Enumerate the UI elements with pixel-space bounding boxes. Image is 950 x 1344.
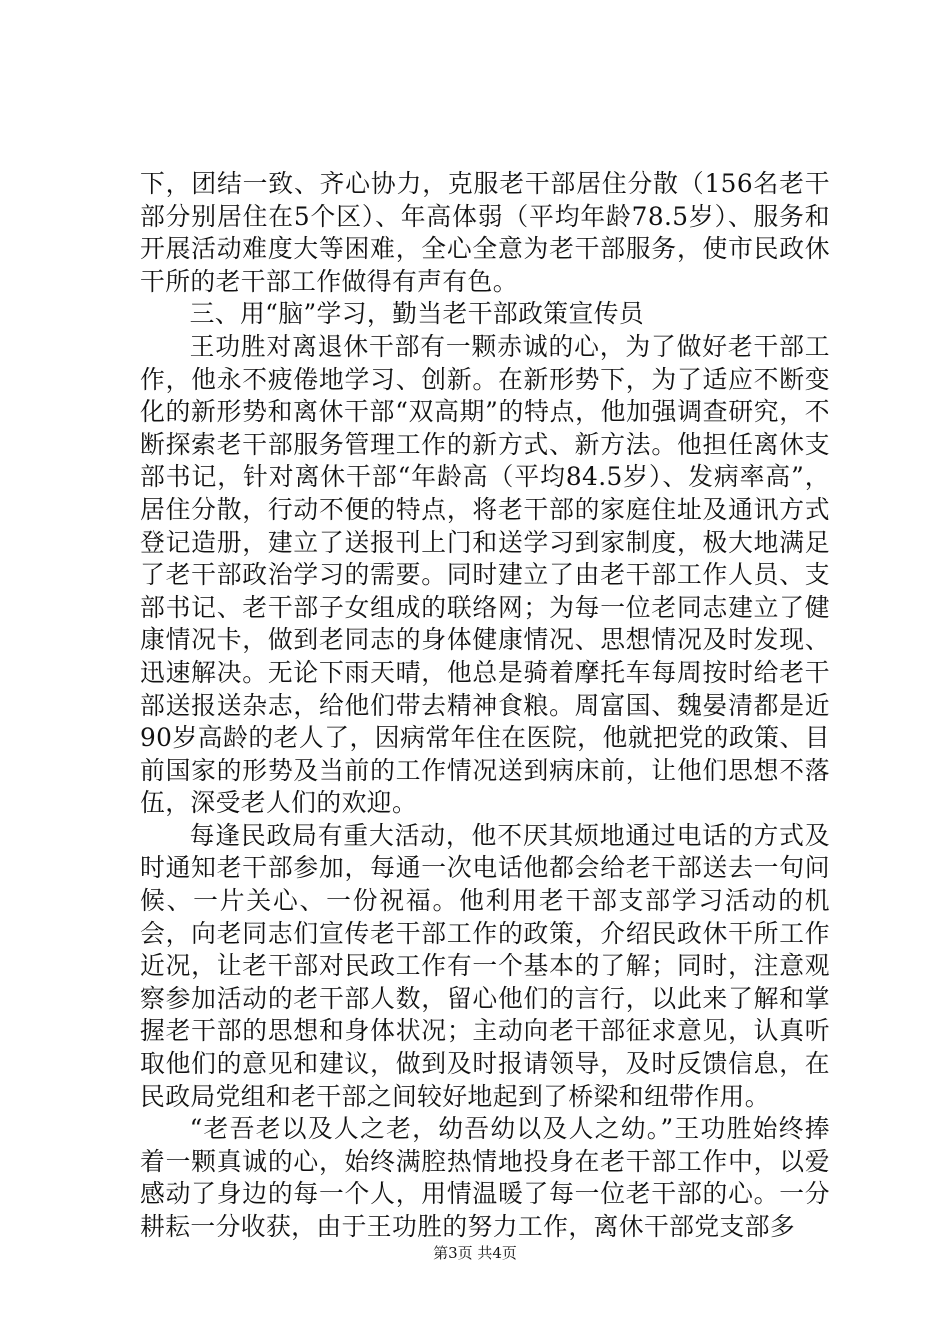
paragraph-continuation: 下，团结一致、齐心协力，克服老干部居住分散（156名老干部分别居住在5个区）、年高体弱（平均年龄78.5岁）、服务和开展活动难度大等困难，全心全意为老干部服务，使市民政休干所的老干部工作做得有声有色。 bbox=[140, 169, 830, 296]
paragraph-activities: 每逢民政局有重大活动，他不厌其烦地通过电话的方式及时通知老干部参加，每通一次电话他都会给老干部送去一句问候、一片关心、一份祝福。他利用老干部支部学习活动的机会，向老同志们宣传老干部工作的政策，介绍民政休干所工作近况，让老干部对民政工作有一个基本的了解；同时，注意观察参加活动的老干部人数，留心他们的言行，以此来了解和掌握老干部的思想和身体状况；主动向老干部征求意见，认真听取他们的意见和建议，做到及时报请领导，及时反馈信息，在民政局党组和老干部之间较好地起到了桥梁和纽带作用。 bbox=[140, 820, 830, 1111]
page-footer: 第3页 共4页 bbox=[433, 1244, 517, 1262]
paragraph-conclusion: “老吾老以及人之老，幼吾幼以及人之幼。”王功胜始终捧着一颗真诚的心，始终满腔热情地投身在老干部工作中，以爱感动了身边的每一个人，用情温暖了每一位老干部的心。一分耕耘一分收获，由于王功胜的努力工作，离休干部党支部多 bbox=[140, 1114, 830, 1241]
section-heading: 三、用“脑”学习，勤当老干部政策宣传员 bbox=[189, 299, 645, 329]
paragraph-study: 王功胜对离退休干部有一颗赤诚的心，为了做好老干部工作，他永不疲倦地学习、创新。在新形势下，为了适应不断变化的新形势和离休干部“双高期”的特点，他加强调查研究，不断探索老干部服务管理工作的新方式、新方法。他担任离休支部书记，针对离休干部“年龄高（平均84.5岁）、发病率高”，居住分散，行动不便的特点，将老干部的家庭住址及通讯方式登记造册，建立了送报刊上门和送学习到家制度，极大地满足了老干部政治学习的需要。同时建立了由老干部工作人员、支部书记、老干部子女组成的联络网；为每一位老同志建立了健康情况卡，做到老同志的身体健康情况、思想情况及时发现、迅速解决。无论下雨天晴，他总是骑着摩托车每周按时给老干部送报送杂志，给他们带去精神食粮。周富国、魏晏清都是近90岁高龄的老人了，因病常年住在医院，他就把党的政策、目前国家的形势及当前的工作情况送到病床前，让他们思想不落伍，深受老人们的欢迎。 bbox=[140, 331, 830, 818]
document-body bbox=[140, 168, 830, 1244]
